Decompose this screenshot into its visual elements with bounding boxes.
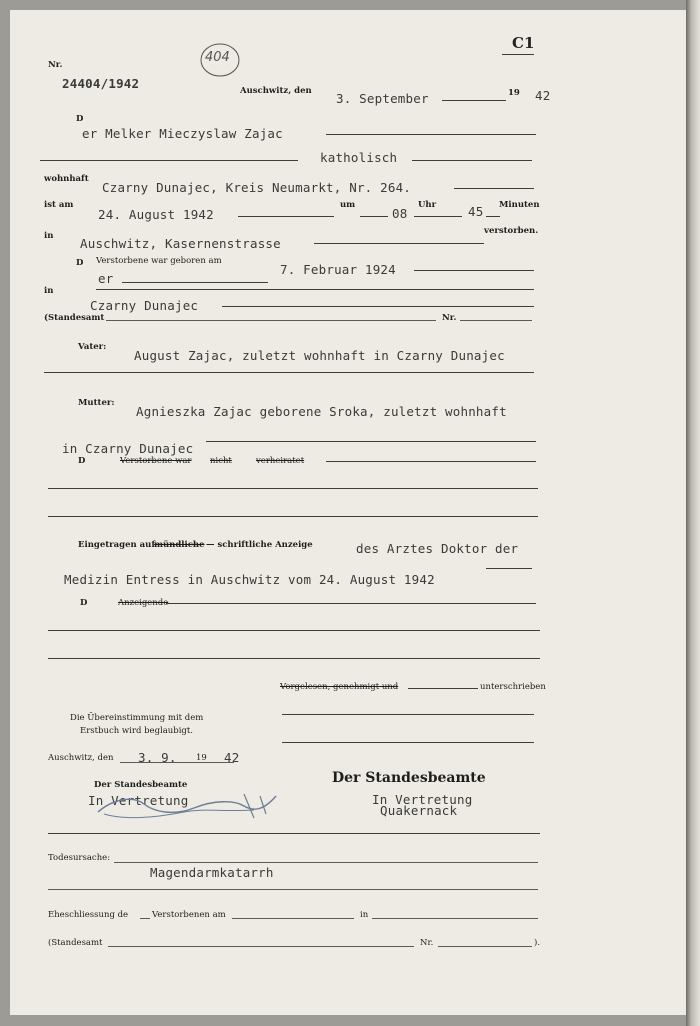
mother-line (206, 441, 536, 442)
birth-place: Czarny Dunajec (90, 298, 199, 313)
hour-line-right (414, 216, 462, 217)
gender-line (122, 282, 268, 283)
marital-d-label: D (78, 456, 86, 466)
religion-line (412, 160, 532, 161)
right-official-sub: In Vertretung (372, 792, 473, 807)
form-code-underline (502, 54, 534, 55)
signature-line-1 (282, 714, 534, 715)
mother-label: Mutter: (78, 398, 115, 408)
birth-label: Verstorbene war geboren am (96, 256, 222, 266)
birth-in-label: in (44, 286, 54, 296)
registration-label-end: — schriftliche Anzeige (206, 540, 313, 550)
marriage-line-c (372, 918, 538, 919)
signature-line-2 (282, 742, 534, 743)
agreement-line-2: Erstbuch wird beglaubigt. (80, 726, 193, 736)
um-label: um (340, 200, 356, 210)
death-minute: 45 (468, 204, 484, 219)
marriage-registry-line (108, 946, 414, 947)
minute-line (486, 216, 500, 217)
religion: katholisch (320, 150, 398, 165)
birth-nr-line (460, 320, 532, 321)
cert-year-suffix: 42 (224, 750, 240, 765)
cause-line-1 (114, 862, 538, 863)
read-approved-label: Vorgelesen, genehmigt und (280, 682, 399, 692)
nr-label: Nr. (48, 60, 63, 70)
birth-place-line (222, 306, 534, 307)
marriage-in-label: in (360, 910, 369, 920)
left-official-title: Der Standesbeamte (94, 780, 188, 790)
father: August Zajac, zuletzt wohnhaft in Czarny Dunajec (134, 348, 505, 363)
death-date-line (238, 216, 334, 217)
cert-place-label: Auschwitz, den (48, 753, 114, 763)
marriage-close: ). (534, 938, 541, 948)
date-label: ist am (44, 200, 74, 210)
birth-d-label: D (76, 258, 84, 268)
place-date-label: Auschwitz, den (240, 86, 312, 96)
cause-label: Todesursache: (48, 853, 111, 863)
anzeigende-d-label: D (80, 598, 88, 608)
certificate-date: 3. September (336, 91, 429, 106)
registration-muendliche: mündliche (154, 540, 205, 550)
death-hour: 08 (392, 206, 408, 221)
mother-line-2: in Czarny Dunajec (62, 441, 194, 456)
anzeigende-line (166, 603, 536, 604)
marital-line (326, 461, 536, 462)
death-date: 24. August 1942 (98, 207, 214, 222)
marital-verheiratet: verheiratet (256, 456, 305, 466)
year-suffix: 42 (535, 88, 551, 103)
blank-line-3 (48, 630, 540, 631)
father-label: Vater: (78, 342, 107, 352)
marriage-line-b (232, 918, 354, 919)
birth-date-line (414, 270, 534, 271)
name-line (326, 134, 536, 135)
cause-line-2 (48, 889, 538, 890)
cause-value: Magendarmkatarrh (150, 865, 274, 880)
cert-date: 3. 9. (138, 750, 177, 765)
signature-scribble (94, 790, 280, 822)
anzeigende-label: Anzeigende (118, 598, 169, 608)
page-edge (686, 0, 700, 1026)
registration-line-a (486, 568, 532, 569)
year-prefix: 19 (508, 88, 520, 98)
agreement-line-1: Die Übereinstimmung mit dem (70, 713, 204, 723)
stamp-number: 404 (205, 50, 230, 65)
residence-label: wohnhaft (44, 174, 89, 184)
marital-label: Verstorbene war (120, 456, 192, 466)
deceased-name: er Melker Mieczyslaw Zajac (82, 126, 283, 141)
birth-in-line (96, 289, 534, 290)
registration-line-2: Medizin Entress in Auschwitz vom 24. August 1942 (64, 572, 435, 587)
registration-label-start: Eingetragen auf (78, 540, 155, 550)
cert-year-prefix: 19 (196, 753, 207, 763)
hour-line-left (360, 216, 388, 217)
date-fill-line (442, 100, 506, 101)
birth-registry-line (106, 320, 436, 321)
marriage-label-mid: Verstorbenen am (152, 910, 226, 920)
in-label: in (44, 231, 54, 241)
register-number: 24404/1942 (62, 76, 140, 91)
residence-line (454, 188, 534, 189)
blank-line-2 (48, 516, 538, 517)
d-label: D (76, 114, 84, 124)
birth-nr-label: Nr. (442, 313, 457, 323)
left-official-sub: In Vertretung (88, 793, 189, 808)
birth-registry-label: (Standesamt (44, 313, 105, 323)
father-line (44, 372, 534, 373)
marriage-line-a (140, 918, 150, 919)
residence: Czarny Dunajec, Kreis Neumarkt, Nr. 264. (102, 180, 412, 195)
birth-date: 7. Februar 1924 (280, 262, 396, 277)
registration-line-1: des Arztes Doktor der (356, 541, 519, 556)
marriage-nr-label: Nr. (420, 938, 434, 948)
name-line-2 (40, 160, 298, 161)
birth-gender: er (98, 271, 114, 286)
mother-line-1: Agnieszka Zajac geborene Sroka, zuletzt wohnhaft (136, 404, 507, 419)
right-official-title: Der Standesbeamte (332, 770, 486, 786)
minuten-label: Minuten (499, 200, 540, 210)
death-place-line (314, 243, 484, 244)
right-official-name: Quakernack (380, 803, 458, 818)
blank-line-4 (48, 658, 540, 659)
death-place: Auschwitz, Kasernenstrasse (80, 236, 281, 251)
marital-nicht: nicht (210, 456, 232, 466)
uhr-label: Uhr (418, 200, 437, 210)
form-code: C1 (512, 34, 535, 52)
section-divider (48, 833, 540, 834)
marriage-nr-line (438, 946, 532, 947)
signed-label: unterschrieben (480, 682, 546, 692)
verstorben-label: verstorben. (484, 226, 539, 236)
blank-line-1 (48, 488, 538, 489)
read-approved-strike (408, 688, 478, 689)
marriage-label-start: Eheschliessung de (48, 910, 129, 920)
marriage-registry-label: (Standesamt (48, 938, 103, 948)
